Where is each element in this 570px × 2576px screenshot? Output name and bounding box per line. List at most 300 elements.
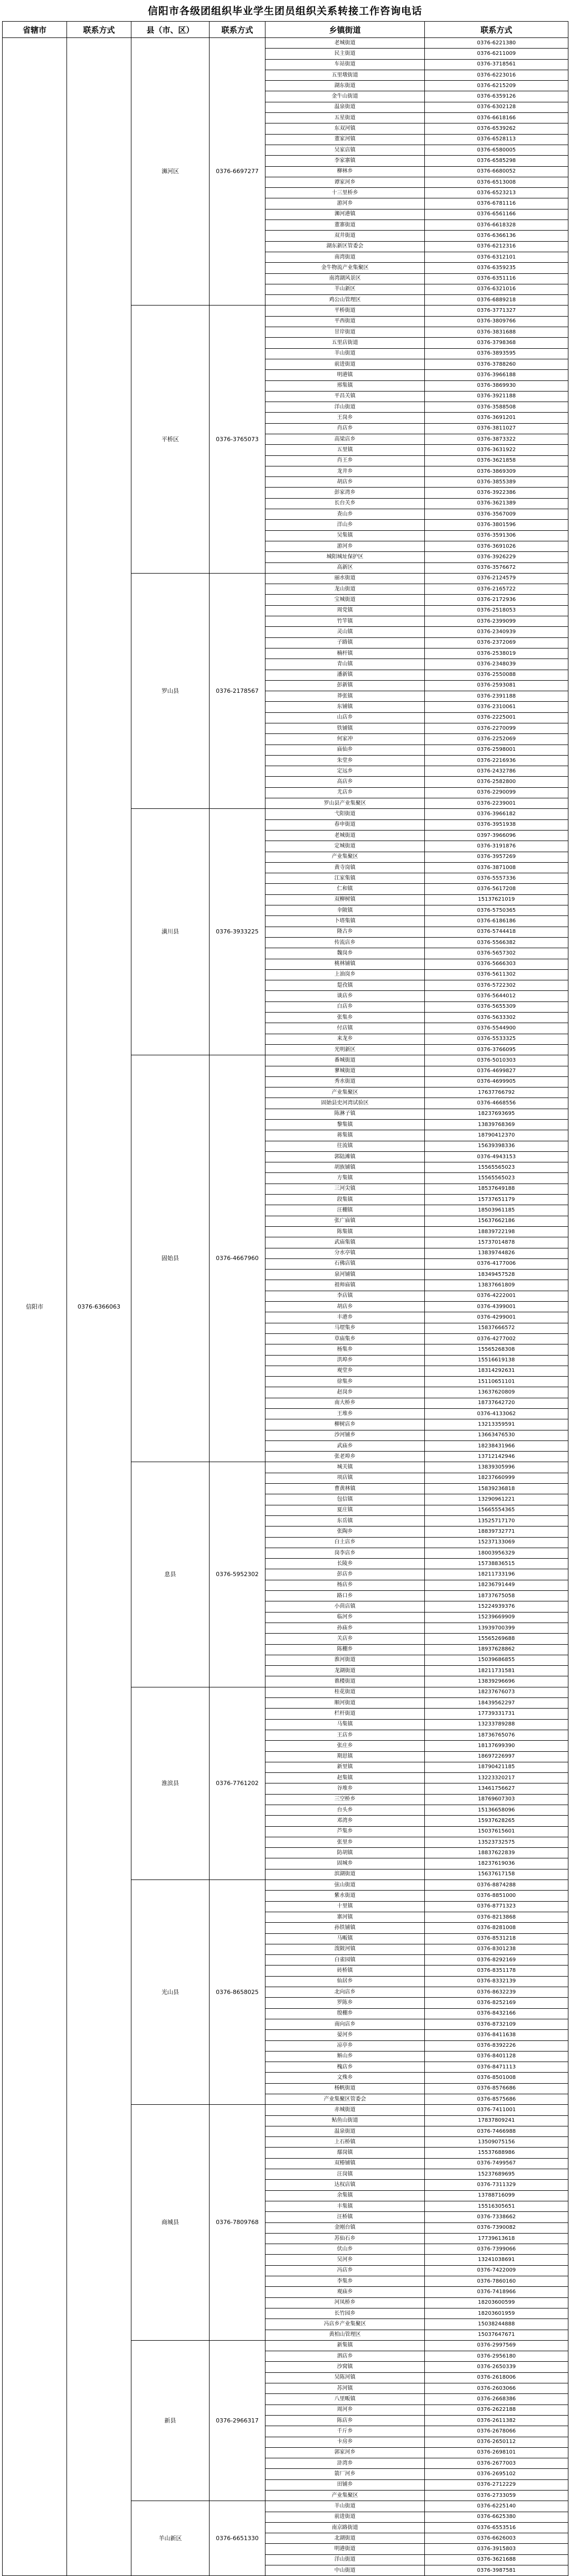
town-name: 孙铁铺镇 xyxy=(265,1923,425,1933)
town-name: 羊山新区 xyxy=(265,284,425,294)
town-name: 肖店乡 xyxy=(265,423,425,434)
town-phone: 0376-5633302 xyxy=(425,1013,568,1023)
town-name: 丰集镇 xyxy=(265,2201,425,2211)
town-phone: 18237693695 xyxy=(425,1109,568,1119)
town-phone: 0376-3922386 xyxy=(425,488,568,498)
town-phone: 0376-5010303 xyxy=(425,1055,568,1066)
town-phone: 0376-2372069 xyxy=(425,637,568,648)
town-name: 达权店镇 xyxy=(265,2180,425,2190)
town-phone: 15039686855 xyxy=(425,1655,568,1665)
town-phone: 0376-7418966 xyxy=(425,2287,568,2297)
town-name: 邢集镇 xyxy=(265,380,425,391)
town-name: 洪埠乡 xyxy=(265,1355,425,1366)
town-name: 张里乡 xyxy=(265,1837,425,1847)
town-name: 泼陂河镇 xyxy=(265,1944,425,1954)
county-name: 商城县 xyxy=(131,2105,210,2341)
town-name: 定远乡 xyxy=(265,766,425,777)
town-phone: 0376-6889218 xyxy=(425,295,568,306)
town-name: 桃林铺镇 xyxy=(265,959,425,969)
town-name: 文殊乡 xyxy=(265,2073,425,2083)
town-name: 槐店乡 xyxy=(265,2062,425,2073)
town-name: 游河乡 xyxy=(265,541,425,551)
town-name: 高新区 xyxy=(265,562,425,573)
town-name: 庙仙乡 xyxy=(265,745,425,755)
town-name: 滨湖街道 xyxy=(265,1869,425,1879)
town-phone: 0376-6366136 xyxy=(425,231,568,241)
town-phone: 0376-2668386 xyxy=(425,2394,568,2405)
town-phone: 0376-3921188 xyxy=(425,391,568,402)
town-phone: 0376-2650112 xyxy=(425,2437,568,2447)
town-name: 光明新区 xyxy=(265,1044,425,1055)
header-county-phone: 联系方式 xyxy=(210,22,265,38)
town-phone: 17637766792 xyxy=(425,1087,568,1098)
county-name: 光山县 xyxy=(131,1880,210,2105)
town-phone: 0376-6321016 xyxy=(425,284,568,294)
town-name: 龙井乡 xyxy=(265,466,425,476)
town-phone: 0376-8213868 xyxy=(425,1912,568,1922)
town-phone: 0376-4699905 xyxy=(425,1076,568,1087)
town-phone: 18503961185 xyxy=(425,1205,568,1216)
table-header-row xyxy=(3,22,568,38)
town-phone: 13839744826 xyxy=(425,1248,568,1258)
town-name: 段集镇 xyxy=(265,1195,425,1205)
town-phone: 0376-6225140 xyxy=(425,2501,568,2512)
town-phone: 0376-3915803 xyxy=(425,2544,568,2554)
town-phone: 13233789288 xyxy=(425,1719,568,1730)
town-phone: 13523732575 xyxy=(425,1837,568,1847)
town-name: 寨河镇 xyxy=(265,1912,425,1922)
town-phone: 15637617158 xyxy=(425,1869,568,1879)
town-phone: 15110651101 xyxy=(425,1377,568,1387)
county-phone: 0376-2966317 xyxy=(210,2340,265,2501)
county-phone: 0376-6651330 xyxy=(210,2501,265,2576)
town-name: 民主街道 xyxy=(265,49,425,59)
town-phone: 0376-6359126 xyxy=(425,91,568,102)
town-phone: 0376-6186186 xyxy=(425,916,568,927)
town-phone: 13839305996 xyxy=(425,1462,568,1473)
town-name: 灵山镇 xyxy=(265,627,425,637)
town-phone: 13663476530 xyxy=(425,1430,568,1440)
town-name: 曹黄林镇 xyxy=(265,1484,425,1494)
town-phone: 0376-4133062 xyxy=(425,1409,568,1419)
town-phone: 15839236818 xyxy=(425,1484,568,1494)
town-name: 伞陂镇 xyxy=(265,905,425,916)
town-phone: 0376-8332139 xyxy=(425,1976,568,1987)
town-phone: 0376-6221380 xyxy=(425,38,568,49)
town-name: 传流店乡 xyxy=(265,937,425,948)
town-phone: 0376-5655309 xyxy=(425,1001,568,1012)
town-phone: 0376-2399099 xyxy=(425,616,568,627)
town-name: 王店乡 xyxy=(265,1730,425,1740)
town-name: 东岳镇 xyxy=(265,1515,425,1526)
town-phone: 0376-2348039 xyxy=(425,659,568,670)
town-phone: 18349457528 xyxy=(425,1270,568,1280)
town-name: 产业集聚区管委会 xyxy=(265,2094,425,2105)
town-name: 苏河镇 xyxy=(265,2383,425,2394)
town-phone: 0376-2340939 xyxy=(425,627,568,637)
town-phone: 0376-6523213 xyxy=(425,188,568,198)
town-phone: 0376-2216936 xyxy=(425,755,568,766)
town-name: 平西街道 xyxy=(265,316,425,327)
town-name: 吴家店镇 xyxy=(265,145,425,155)
town-phone: 0376-8851000 xyxy=(425,1891,568,1901)
town-name: 武庙集镇 xyxy=(265,1237,425,1248)
county-name: 新县 xyxy=(131,2340,210,2501)
town-name: 黄柏山管理区 xyxy=(265,2330,425,2340)
town-phone: 0376-5611302 xyxy=(425,969,568,980)
town-name: 固始县史河湾试验区 xyxy=(265,1098,425,1109)
town-phone: 15038244888 xyxy=(425,2319,568,2330)
town-phone: 0376-7311329 xyxy=(425,2180,568,2190)
town-name: 鲇鱼山街道 xyxy=(265,2115,425,2126)
town-name: 莽张镇 xyxy=(265,691,425,702)
town-phone: 0376-8501008 xyxy=(425,2073,568,2083)
town-phone: 18003956329 xyxy=(425,1548,568,1558)
town-name: 老城街道 xyxy=(265,830,425,841)
town-phone: 18837622839 xyxy=(425,1848,568,1858)
town-phone: 0376-3926229 xyxy=(425,552,568,562)
town-name: 胡店乡 xyxy=(265,477,425,488)
town-phone: 0376-4943153 xyxy=(425,1151,568,1162)
town-phone: 0376-2432786 xyxy=(425,766,568,777)
town-name: 防胡镇 xyxy=(265,1848,425,1858)
town-phone: 0376-5722302 xyxy=(425,980,568,991)
town-phone: 13837661809 xyxy=(425,1280,568,1291)
town-name: 游河乡 xyxy=(265,198,425,209)
town-phone: 0397-3966096 xyxy=(425,830,568,841)
town-name: 羊山街道 xyxy=(265,348,425,359)
town-name: 吴陈河镇 xyxy=(265,2372,425,2383)
town-phone: 0376-5744418 xyxy=(425,927,568,937)
town-name: 龙山街道 xyxy=(265,584,425,595)
town-name: 北向店乡 xyxy=(265,1987,425,1998)
town-name: 栏杆街道 xyxy=(265,1709,425,1719)
town-phone: 0376-3871008 xyxy=(425,862,568,873)
table-row xyxy=(3,38,568,49)
town-phone: 0376-2270099 xyxy=(425,723,568,734)
town-name: 往流镇 xyxy=(265,1141,425,1151)
town-phone: 0376-5533325 xyxy=(425,1034,568,1044)
town-phone: 0376-7390082 xyxy=(425,2222,568,2233)
town-phone: 0376-6781116 xyxy=(425,198,568,209)
county-name: 罗山县 xyxy=(131,573,210,809)
town-phone: 0376-6223016 xyxy=(425,70,568,80)
town-phone: 0376-2698101 xyxy=(425,2447,568,2458)
town-name: 观庙乡 xyxy=(265,2287,425,2297)
town-name: 柳树店乡 xyxy=(265,1419,425,1430)
town-phone: 15137621019 xyxy=(425,894,568,905)
town-name: 石佛店镇 xyxy=(265,1258,425,1269)
town-phone: 18314292631 xyxy=(425,1366,568,1376)
town-name: 东双河镇 xyxy=(265,123,425,134)
town-name: 祖师庙镇 xyxy=(265,1280,425,1291)
town-phone: 15237689695 xyxy=(425,2169,568,2180)
town-phone: 13461756627 xyxy=(425,1783,568,1794)
town-phone: 0376-3591306 xyxy=(425,530,568,541)
town-name: 查山乡 xyxy=(265,509,425,520)
town-phone: 0376-2956180 xyxy=(425,2351,568,2362)
town-name: 桂花街道 xyxy=(265,1687,425,1697)
town-phone: 15037615601 xyxy=(425,1826,568,1837)
page-title: 信阳市各级团组织毕业学生团员组织关系转接工作咨询电话 xyxy=(147,5,422,17)
town-phone: 15136658096 xyxy=(425,1805,568,1815)
town-phone: 0376-3831688 xyxy=(425,327,568,338)
town-phone: 0376-6539262 xyxy=(425,123,568,134)
town-phone: 0376-7422009 xyxy=(425,2265,568,2276)
town-phone: 13509075156 xyxy=(425,2137,568,2148)
town-phone: 0376-3893595 xyxy=(425,348,568,359)
town-name: 周党镇 xyxy=(265,605,425,616)
town-phone: 0376-2550088 xyxy=(425,670,568,680)
town-name: 黄寺岗镇 xyxy=(265,862,425,873)
town-phone: 15737651179 xyxy=(425,1195,568,1205)
town-name: 陈集镇 xyxy=(265,1226,425,1237)
county-phone: 0376-5952302 xyxy=(210,1462,265,1687)
town-name: 沙窝镇 xyxy=(265,2362,425,2372)
town-name: 陈淋子镇 xyxy=(265,1109,425,1119)
town-name: 汪岗镇 xyxy=(265,2169,425,2180)
town-name: 张广庙镇 xyxy=(265,1216,425,1226)
town-phone: 0376-3869309 xyxy=(425,466,568,476)
town-name: 陈棚乡 xyxy=(265,1644,425,1655)
town-phone: 0376-8401128 xyxy=(425,2051,568,2062)
town-phone: 0376-5566382 xyxy=(425,937,568,948)
town-phone: 0376-6626003 xyxy=(425,2533,568,2544)
town-name: 冯店乡 xyxy=(265,2265,425,2276)
town-phone: 0376-2165722 xyxy=(425,584,568,595)
town-name: 江家集镇 xyxy=(265,873,425,884)
county-name: 平桥区 xyxy=(131,306,210,573)
town-phone: 0376-7860160 xyxy=(425,2276,568,2287)
town-name: 金牛物流产业集聚区 xyxy=(265,263,425,273)
town-phone: 0376-3771327 xyxy=(425,306,568,316)
town-name: 冯店乡产业集聚区 xyxy=(265,2319,425,2330)
town-name: 定城街道 xyxy=(265,841,425,852)
town-phone: 18790412370 xyxy=(425,1130,568,1141)
town-name: 斛山乡 xyxy=(265,2051,425,2062)
county-phone: 0376-7809768 xyxy=(210,2105,265,2341)
town-name: 谈店乡 xyxy=(265,991,425,1001)
town-phone: 0376-2538019 xyxy=(425,648,568,659)
town-phone: 0376-5617208 xyxy=(425,884,568,894)
town-name: 芦集乡 xyxy=(265,1826,425,1837)
town-phone: 13525717170 xyxy=(425,1515,568,1526)
town-name: 余集镇 xyxy=(265,2190,425,2201)
town-name: 高店乡 xyxy=(265,777,425,787)
town-name: 王岗乡 xyxy=(265,413,425,423)
town-phone: 15037647671 xyxy=(425,2330,568,2340)
town-name: 砖桥镇 xyxy=(265,1966,425,1976)
town-name: 赤城街道 xyxy=(265,2105,425,2115)
town-phone: 18237619036 xyxy=(425,1858,568,1869)
town-name: 彭新镇 xyxy=(265,680,425,691)
town-phone: 0376-3966188 xyxy=(425,370,568,380)
town-phone: 0376-2650339 xyxy=(425,2362,568,2372)
town-phone: 0376-8771323 xyxy=(425,1901,568,1912)
town-phone: 15937628265 xyxy=(425,1816,568,1826)
town-phone: 0376-2611382 xyxy=(425,2415,568,2426)
town-phone: 0376-7411001 xyxy=(425,2105,568,2115)
town-phone: 0376-3691026 xyxy=(425,541,568,551)
town-name: 老城街道 xyxy=(265,38,425,49)
town-name: 蒋集镇 xyxy=(265,1130,425,1141)
town-phone: 0376-8351178 xyxy=(425,1966,568,1976)
town-name: 潘新镇 xyxy=(265,670,425,680)
town-phone: 18736765076 xyxy=(425,1730,568,1740)
town-phone: 0376-8576686 xyxy=(425,2083,568,2094)
town-phone: 0376-2582800 xyxy=(425,777,568,787)
town-name: 赵岗乡 xyxy=(265,1387,425,1398)
town-name: 观堂乡 xyxy=(265,1366,425,1376)
town-phone: 18790421185 xyxy=(425,1762,568,1772)
town-phone: 13939700399 xyxy=(425,1623,568,1633)
town-name: 城关镇 xyxy=(265,1462,425,1473)
town-name: 上油岗乡 xyxy=(265,969,425,980)
town-phone: 0376-3966182 xyxy=(425,809,568,819)
town-name: 卡房乡 xyxy=(265,2437,425,2447)
town-name: 产业集聚区 xyxy=(265,1087,425,1098)
town-name: 双柳树镇 xyxy=(265,894,425,905)
header-city: 省辖市 xyxy=(3,22,67,38)
town-name: 胡族铺镇 xyxy=(265,1162,425,1173)
header-town: 乡镇街道 xyxy=(265,22,425,38)
town-name: 汪桥镇 xyxy=(265,2212,425,2222)
town-phone: 0376-4299001 xyxy=(425,1312,568,1323)
town-name: 春申街道 xyxy=(265,819,425,830)
town-name: 淮河街道 xyxy=(265,1655,425,1665)
town-phone: 0376-8411638 xyxy=(425,2030,568,2040)
town-phone: 15665554365 xyxy=(425,1505,568,1515)
town-phone: 18839732771 xyxy=(425,1526,568,1537)
town-name: 双椿铺镇 xyxy=(265,2158,425,2169)
town-phone: 0376-6211009 xyxy=(425,49,568,59)
county-phone: 0376-8658025 xyxy=(210,1880,265,2105)
town-phone: 0376-6585298 xyxy=(425,156,568,166)
town-name: 南京路街道 xyxy=(265,2522,425,2533)
town-name: 彭店乡 xyxy=(265,1569,425,1580)
town-phone: 15737014878 xyxy=(425,1237,568,1248)
town-name: 伏山乡 xyxy=(265,2244,425,2255)
town-phone: 0376-3621389 xyxy=(425,498,568,509)
county-name: 羊山新区 xyxy=(131,2501,210,2576)
town-name: 城阳城址保护区 xyxy=(265,552,425,562)
town-phone: 0376-6513008 xyxy=(425,177,568,187)
city-name: 信阳市 xyxy=(3,38,67,2576)
town-phone: 0376-3788260 xyxy=(425,359,568,369)
town-name: 凉亭乡 xyxy=(265,2040,425,2051)
town-name: 双井街道 xyxy=(265,231,425,241)
town-phone: 0376-6561166 xyxy=(425,209,568,220)
town-name: 泉河铺镇 xyxy=(265,1270,425,1280)
town-name: 白雀园镇 xyxy=(265,1955,425,1966)
town-name: 孙庙乡 xyxy=(265,1623,425,1633)
table-body xyxy=(3,38,568,2576)
town-name: 平桥街道 xyxy=(265,306,425,316)
town-name: 草庙集乡 xyxy=(265,1333,425,1344)
town-phone: 0376-7399066 xyxy=(425,2244,568,2255)
town-phone: 0376-3567009 xyxy=(425,509,568,520)
town-name: 杨集乡 xyxy=(265,1344,425,1355)
town-phone: 15224939376 xyxy=(425,1601,568,1612)
town-phone: 0376-4399001 xyxy=(425,1302,568,1312)
town-name: 仙居乡 xyxy=(265,1976,425,1987)
town-phone: 17837809241 xyxy=(425,2115,568,2126)
town-phone: 0376-3191876 xyxy=(425,841,568,852)
county-name: 固始县 xyxy=(131,1055,210,1462)
town-phone: 0376-2124579 xyxy=(425,573,568,584)
town-name: 岗李店乡 xyxy=(265,1548,425,1558)
town-name: 谭家河乡 xyxy=(265,177,425,187)
town-name: 明港镇 xyxy=(265,370,425,380)
town-phone: 0376-2733059 xyxy=(425,2490,568,2501)
town-phone: 0376-3869930 xyxy=(425,380,568,391)
town-name: 东铺镇 xyxy=(265,702,425,712)
town-name: 洋山乡 xyxy=(265,520,425,530)
town-name: 董寨街道 xyxy=(265,220,425,231)
town-phone: 0376-2310061 xyxy=(425,702,568,712)
town-phone: 15639398336 xyxy=(425,1141,568,1151)
town-name: 王堆乡 xyxy=(265,1409,425,1419)
town-phone: 0376-8432166 xyxy=(425,2008,568,2019)
town-name: 固城乡 xyxy=(265,1858,425,1869)
town-phone: 0376-3621858 xyxy=(425,455,568,466)
town-phone: 0376-6528113 xyxy=(425,134,568,145)
town-phone: 17739331731 xyxy=(425,1709,568,1719)
county-phone: 0376-2178567 xyxy=(210,573,265,809)
town-phone: 15565268308 xyxy=(425,1344,568,1355)
town-name: 车站街道 xyxy=(265,59,425,70)
town-phone: 0376-5657302 xyxy=(425,948,568,959)
town-name: 龙湖街道 xyxy=(265,1666,425,1676)
town-name: 分水亭镇 xyxy=(265,1248,425,1258)
town-phone: 0376-2518053 xyxy=(425,605,568,616)
town-name: 前进街道 xyxy=(265,2512,425,2522)
town-phone: 0376-4668556 xyxy=(425,1098,568,1109)
town-name: 黎集镇 xyxy=(265,1119,425,1130)
town-name: 高梁店乡 xyxy=(265,434,425,444)
town-phone: 0376-8874288 xyxy=(425,1880,568,1891)
town-phone: 15516305651 xyxy=(425,2201,568,2211)
town-name: 吴河乡 xyxy=(265,2255,425,2265)
town-phone: 0376-6215209 xyxy=(425,81,568,91)
town-phone: 0376-8575686 xyxy=(425,2094,568,2105)
town-phone: 13241038691 xyxy=(425,2255,568,2265)
town-name: 晏河乡 xyxy=(265,2030,425,2040)
town-name: 彭家湾乡 xyxy=(265,488,425,498)
town-phone: 0376-6618166 xyxy=(425,113,568,123)
town-name: 踅孜镇 xyxy=(265,980,425,991)
town-phone: 15537688986 xyxy=(425,2148,568,2158)
town-phone: 0376-2593081 xyxy=(425,680,568,691)
town-name: 五星街道 xyxy=(265,113,425,123)
town-name: 楠杆镇 xyxy=(265,648,425,659)
town-phone: 0376-2172936 xyxy=(425,595,568,605)
city-phone: 0376-6366063 xyxy=(67,38,131,2576)
town-phone: 18211733196 xyxy=(425,1569,568,1580)
town-phone: 0376-6212316 xyxy=(425,241,568,252)
town-name: 罗山县产业集聚区 xyxy=(265,798,425,809)
town-name: 长台关乡 xyxy=(265,498,425,509)
town-phone: 15516619138 xyxy=(425,1355,568,1366)
town-phone: 0376-4699827 xyxy=(425,1066,568,1076)
town-name: 湖东街道 xyxy=(265,81,425,91)
town-name: 产业集聚区 xyxy=(265,2490,425,2501)
town-name: 河凤桥乡 xyxy=(265,2297,425,2308)
town-phone: 0376-8392226 xyxy=(425,2040,568,2051)
town-name: 邓湾乡 xyxy=(265,1816,425,1826)
town-name: 赵集镇 xyxy=(265,1773,425,1783)
town-name: 弋阳街道 xyxy=(265,809,425,819)
